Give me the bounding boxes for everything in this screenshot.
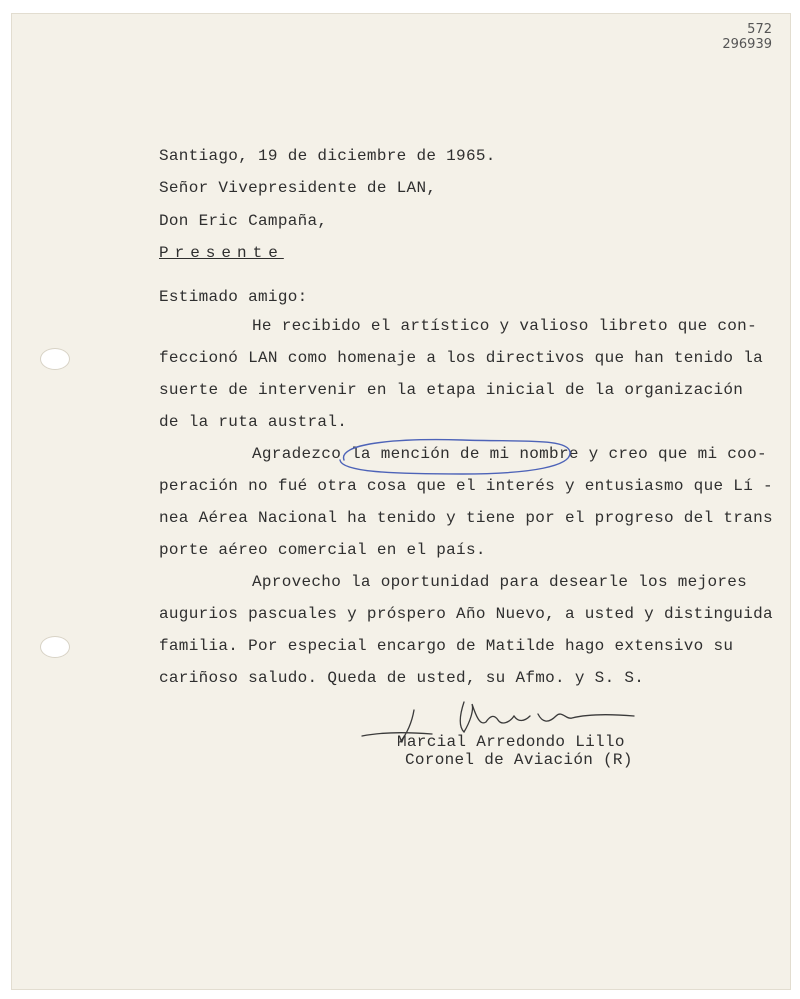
- archive-number: [712, 22, 772, 52]
- signature-name: Marcial Arredondo Lillo: [397, 733, 625, 751]
- punch-hole-bottom: [40, 636, 70, 658]
- body-line: suerte de intervenir en la etapa inicial de la organización: [159, 381, 744, 399]
- body-line: porte aéreo comercial en el país.: [159, 541, 486, 559]
- body-line: Agradezco la mención de mi nombre y creo que mi coo-: [252, 445, 767, 463]
- archive-number-2: 296939: [722, 37, 772, 52]
- body-line: Aprovecho la oportunidad para desearle los mejores: [252, 573, 748, 591]
- body-line: peración no fué otra cosa que el interés y entusiasmo que Lí -: [159, 477, 773, 495]
- body-line: cariñoso saludo. Queda de usted, su Afmo. y S. S.: [159, 669, 645, 687]
- salutation: Estimado amigo:: [159, 288, 308, 306]
- letter-date: Santiago, 19 de diciembre de 1965.: [159, 147, 496, 165]
- body-line: feccionó LAN como homenaje a los directivos que han tenido la: [159, 349, 763, 367]
- presente: Presente: [159, 244, 284, 262]
- letter-page: [12, 14, 790, 989]
- body-line: He recibido el artístico y valioso libreto que con-: [252, 317, 757, 335]
- signature-title: Coronel de Aviación (R): [405, 751, 633, 769]
- body-line: augurios pascuales y próspero Año Nuevo, a usted y distinguida: [159, 605, 773, 623]
- punch-hole-top: [40, 348, 70, 370]
- body-line: nea Aérea Nacional ha tenido y tiene por el progreso del trans: [159, 509, 773, 527]
- archive-number-1: 572: [747, 22, 772, 37]
- ink-circle-mark: [332, 430, 582, 480]
- recipient-title: Señor Vivepresidente de LAN,: [159, 179, 437, 197]
- body-line: familia. Por especial encargo de Matilde hago extensivo su: [159, 637, 734, 655]
- recipient-name: Don Eric Campaña,: [159, 212, 328, 230]
- body-line: de la ruta austral.: [159, 413, 348, 431]
